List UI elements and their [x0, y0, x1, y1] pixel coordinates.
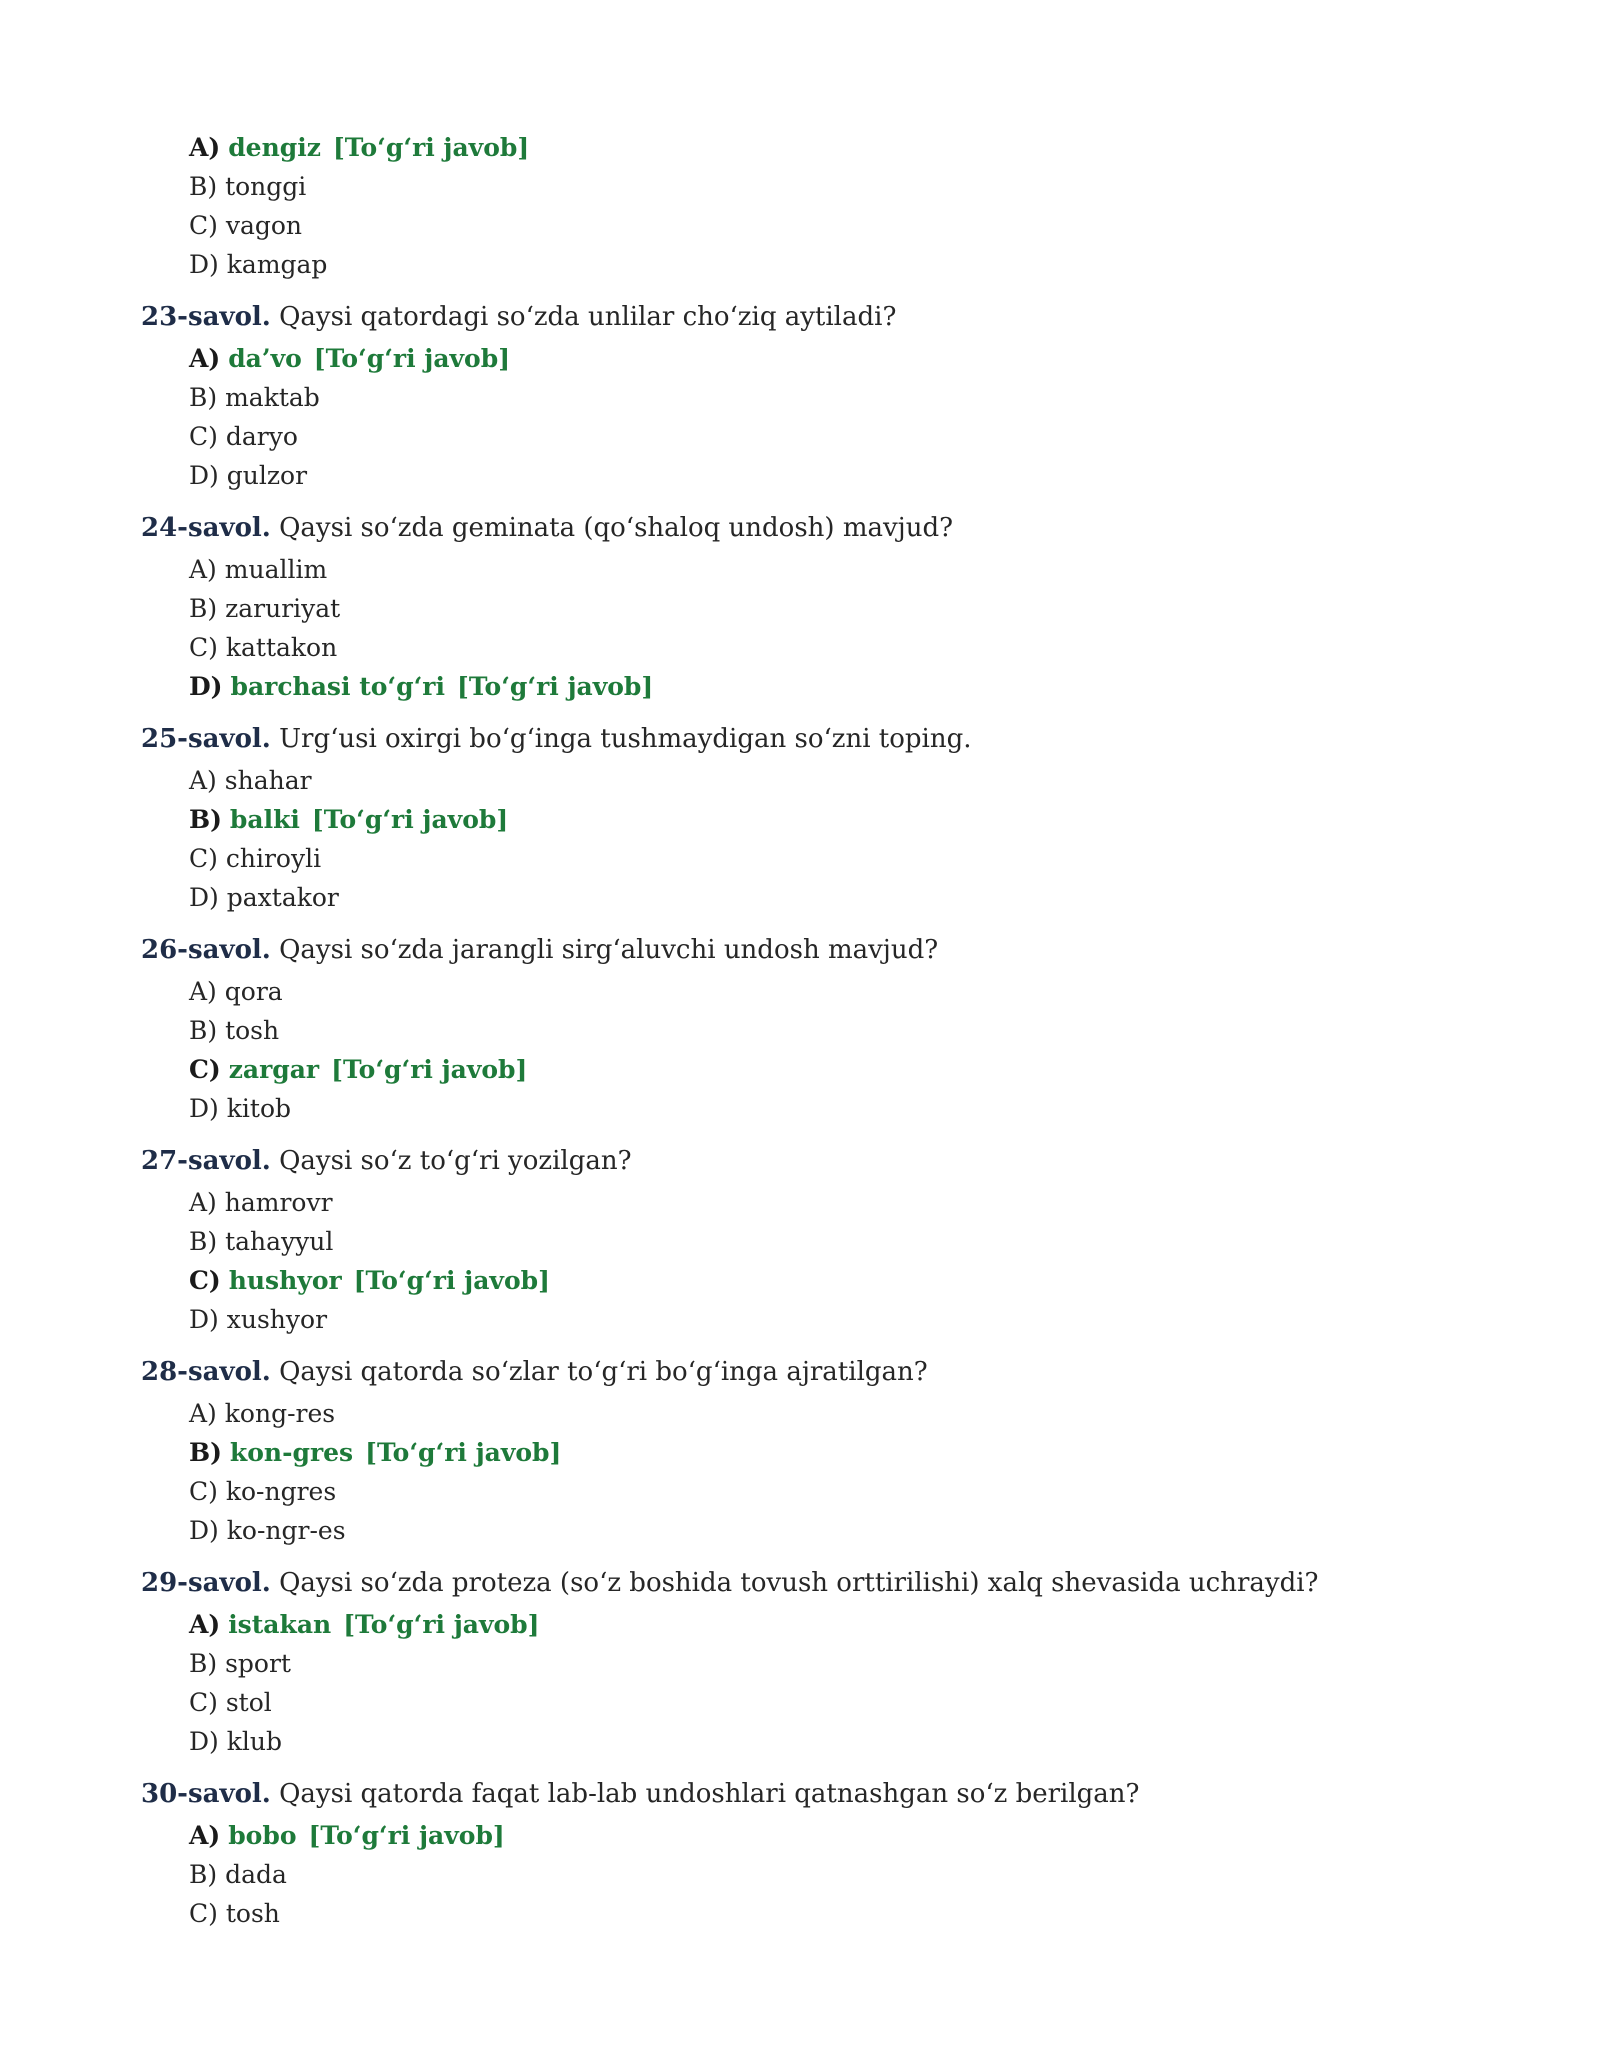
option-letter: A): [189, 133, 221, 162]
option-letter: C): [189, 844, 218, 873]
option-text: kon-gres: [229, 1438, 354, 1467]
answer-option: [141, 378, 1521, 417]
correct-answer-tag: [To‘g‘ri javob]: [365, 1438, 562, 1467]
question-text: Qaysi so‘zda proteza (so‘z boshida tovush orttirilishi) xalq shevasida uchraydi?: [279, 1568, 1319, 1598]
option-letter: C): [189, 211, 218, 240]
option-letter: B): [189, 1016, 218, 1045]
option-text: shahar: [224, 766, 312, 795]
question-line: [141, 508, 1521, 548]
question-line: [141, 1563, 1521, 1603]
question-number: 28-savol.: [141, 1357, 271, 1387]
option-letter: C): [189, 1477, 218, 1506]
option-letter: A): [189, 344, 221, 373]
option-letter: D): [189, 250, 219, 279]
question-block: [141, 128, 1521, 284]
question-line: [141, 297, 1521, 337]
option-letter: C): [189, 422, 218, 451]
question-text: Urg‘usi oxirgi bo‘g‘inga tushmaydigan so‘zni toping.: [279, 724, 972, 754]
answer-option: [141, 245, 1521, 284]
answer-option: [141, 1511, 1521, 1550]
question-number: 30-savol.: [141, 1779, 271, 1809]
option-text: sport: [225, 1649, 291, 1678]
correct-answer-tag: [To‘g‘ri javob]: [353, 1266, 550, 1295]
question-block: [141, 1563, 1521, 1761]
option-letter: D): [189, 1727, 219, 1756]
option-text: kong-res: [224, 1399, 336, 1428]
answer-option: [141, 1855, 1521, 1894]
option-text: tosh: [225, 1016, 280, 1045]
answer-option-correct: [141, 667, 1521, 706]
answer-option-correct: [141, 1050, 1521, 1089]
option-text: kitob: [226, 1094, 292, 1123]
question-number: 27-savol.: [141, 1146, 271, 1176]
option-letter: C): [189, 1899, 218, 1928]
option-text: dada: [225, 1860, 287, 1889]
question-number: 25-savol.: [141, 724, 271, 754]
answer-option: [141, 1394, 1521, 1433]
question-block: [141, 1352, 1521, 1550]
option-text: zargar: [228, 1055, 320, 1084]
option-text: ko-ngr-es: [226, 1516, 346, 1545]
question-line: [141, 1352, 1521, 1392]
answer-option: [141, 167, 1521, 206]
option-text: chiroyli: [225, 844, 322, 873]
question-line: [141, 930, 1521, 970]
option-text: xushyor: [226, 1305, 328, 1334]
option-text: da’vo: [228, 344, 302, 373]
answer-option-correct: [141, 1605, 1521, 1644]
answer-option: [141, 1011, 1521, 1050]
answer-option: [141, 839, 1521, 878]
option-text: kamgap: [226, 250, 328, 279]
option-letter: B): [189, 1860, 218, 1889]
question-block: [141, 1774, 1521, 1933]
option-text: barchasi to‘g‘ri: [230, 672, 445, 701]
option-text: paxtakor: [226, 883, 339, 912]
option-letter: C): [189, 1688, 218, 1717]
answer-option: [141, 972, 1521, 1011]
option-letter: D): [189, 461, 219, 490]
option-text: istakan: [228, 1610, 332, 1639]
option-letter: B): [189, 1649, 218, 1678]
answer-option: [141, 1222, 1521, 1261]
question-text: Qaysi so‘zda jarangli sirg‘aluvchi undosh mavjud?: [279, 935, 939, 965]
option-letter: D): [189, 672, 223, 701]
option-text: gulzor: [226, 461, 308, 490]
option-letter: A): [189, 555, 217, 584]
answer-option: [141, 1300, 1521, 1339]
correct-answer-tag: [To‘g‘ri javob]: [311, 805, 509, 834]
question-number: 29-savol.: [141, 1568, 271, 1598]
option-text: balki: [229, 805, 300, 834]
answer-option: [141, 550, 1521, 589]
correct-answer-tag: [To‘g‘ri javob]: [313, 344, 511, 373]
answer-option: [141, 878, 1521, 917]
option-text: muallim: [224, 555, 328, 584]
option-letter: B): [189, 383, 218, 412]
answer-option-correct: [141, 1433, 1521, 1472]
answer-option: [141, 628, 1521, 667]
answer-option: [141, 1722, 1521, 1761]
answer-option: [141, 206, 1521, 245]
answer-option: [141, 1894, 1521, 1933]
option-text: daryo: [225, 422, 298, 451]
option-letter: A): [189, 766, 217, 795]
option-letter: D): [189, 1305, 219, 1334]
answer-option-correct: [141, 339, 1521, 378]
option-letter: B): [189, 1227, 218, 1256]
option-letter: A): [189, 977, 217, 1006]
question-block: [141, 297, 1521, 495]
option-letter: C): [189, 1055, 221, 1084]
answer-option: [141, 1472, 1521, 1511]
option-letter: A): [189, 1821, 221, 1850]
option-letter: A): [189, 1188, 217, 1217]
answer-option: [141, 1089, 1521, 1128]
question-number: 23-savol.: [141, 302, 271, 332]
correct-answer-tag: [To‘g‘ri javob]: [331, 1055, 528, 1084]
option-text: klub: [226, 1727, 283, 1756]
question-text: Qaysi so‘zda geminata (qo‘shaloq undosh) mavjud?: [279, 513, 954, 543]
question-block: [141, 719, 1521, 917]
option-text: bobo: [228, 1821, 297, 1850]
option-letter: C): [189, 1266, 221, 1295]
answer-option-correct: [141, 800, 1521, 839]
answer-option: [141, 456, 1521, 495]
option-text: maktab: [225, 383, 320, 412]
question-line: [141, 719, 1521, 759]
answer-option: [141, 1183, 1521, 1222]
option-letter: B): [189, 594, 218, 623]
option-text: hamrovr: [224, 1188, 333, 1217]
question-line: [141, 1774, 1521, 1814]
correct-answer-tag: [To‘g‘ri javob]: [456, 672, 654, 701]
question-text: Qaysi qatorda faqat lab-lab undoshlari qatnashgan so‘z berilgan?: [279, 1779, 1140, 1809]
correct-answer-tag: [To‘g‘ri javob]: [332, 133, 530, 162]
answer-option-correct: [141, 1261, 1521, 1300]
option-text: kattakon: [225, 633, 338, 662]
option-letter: B): [189, 172, 218, 201]
question-block: [141, 1141, 1521, 1339]
option-letter: D): [189, 883, 219, 912]
question-text: Qaysi qatordagi so‘zda unlilar cho‘ziq aytiladi?: [279, 302, 897, 332]
option-text: vagon: [225, 211, 303, 240]
option-text: ko-ngres: [225, 1477, 337, 1506]
answer-option: [141, 1683, 1521, 1722]
answer-option-correct: [141, 1816, 1521, 1855]
option-text: tonggi: [225, 172, 307, 201]
question-number: 24-savol.: [141, 513, 271, 543]
option-text: tahayyul: [225, 1227, 334, 1256]
option-text: qora: [224, 977, 283, 1006]
answer-option: [141, 1644, 1521, 1683]
option-text: hushyor: [228, 1266, 342, 1295]
answer-option: [141, 417, 1521, 456]
question-text: Qaysi qatorda so‘zlar to‘g‘ri bo‘g‘inga ajratilgan?: [279, 1357, 928, 1387]
question-list: [141, 128, 1521, 1946]
correct-answer-tag: [To‘g‘ri javob]: [343, 1610, 540, 1639]
option-letter: C): [189, 633, 218, 662]
correct-answer-tag: [To‘g‘ri javob]: [308, 1821, 505, 1850]
question-block: [141, 508, 1521, 706]
answer-option-correct: [141, 128, 1521, 167]
question-number: 26-savol.: [141, 935, 271, 965]
answer-option: [141, 761, 1521, 800]
option-text: tosh: [225, 1899, 280, 1928]
question-block: [141, 930, 1521, 1128]
option-letter: B): [189, 805, 222, 834]
option-text: dengiz: [228, 133, 321, 162]
question-line: [141, 1141, 1521, 1181]
option-letter: D): [189, 1094, 219, 1123]
option-letter: A): [189, 1399, 217, 1428]
option-text: stol: [225, 1688, 272, 1717]
option-letter: D): [189, 1516, 219, 1545]
option-letter: A): [189, 1610, 221, 1639]
option-letter: B): [189, 1438, 222, 1467]
option-text: zaruriyat: [225, 594, 341, 623]
answer-option: [141, 589, 1521, 628]
question-text: Qaysi so‘z to‘g‘ri yozilgan?: [279, 1146, 632, 1176]
